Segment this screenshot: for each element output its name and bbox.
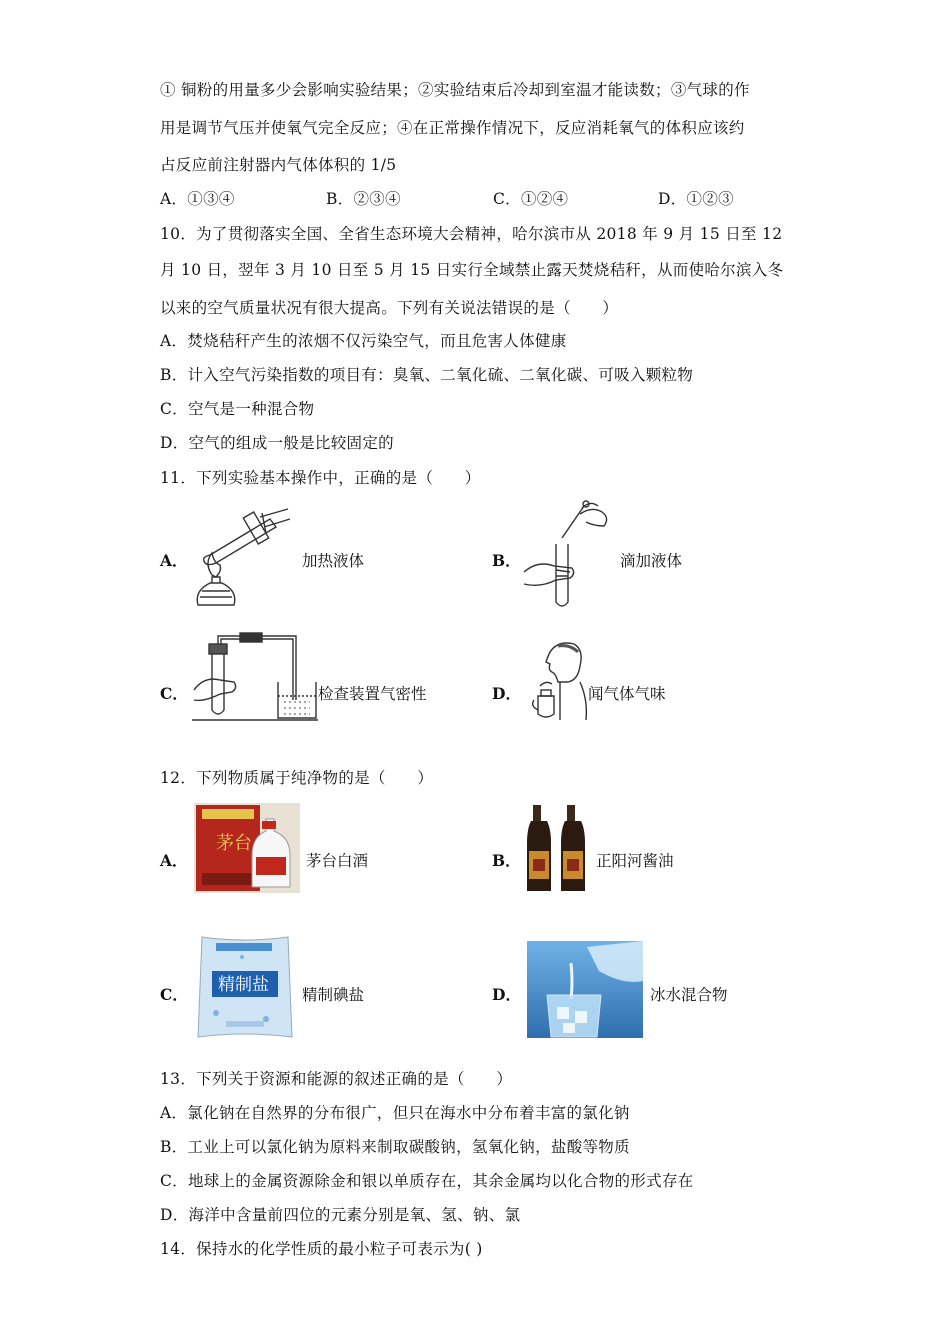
q9-option-b: B．②③④	[326, 190, 401, 208]
smelling-gas-icon	[530, 640, 590, 724]
q10-option-d: D．空气的组成一般是比较固定的	[160, 434, 394, 452]
q14-stem: 14．保持水的化学性质的最小粒子可表示为( )	[160, 1240, 483, 1258]
q11-option-a-letter: A．	[160, 551, 188, 570]
q11-option-d-caption: 闻气体气味	[588, 685, 666, 703]
q9-stem-line-2: 用是调节气压并使氧气完全反应；④在正常操作情况下，反应消耗氧气的体积应该约	[160, 119, 745, 137]
soy-sauce-bottles-image	[525, 803, 591, 893]
q11-option-b-letter: B．	[492, 551, 521, 570]
q12-stem: 12．下列物质属于纯净物的是（ ）	[160, 769, 434, 787]
q12-option-a-letter: A．	[160, 851, 188, 870]
iodized-salt-bag-image	[196, 933, 294, 1043]
airtightness-apparatus-icon	[190, 630, 320, 725]
dropper-icon	[520, 500, 620, 610]
q11-option-b-caption: 滴加液体	[620, 552, 683, 570]
q11-option-d-letter: D．	[492, 684, 521, 703]
q11-option-a-caption: 加热液体	[302, 552, 365, 570]
q10-option-b: B．计入空气污染指数的项目有：臭氧、二氧化硫、二氧化碳、可吸入颗粒物	[160, 366, 694, 384]
maotai-text: 茅台	[216, 833, 252, 854]
q12-option-c-caption: 精制碘盐	[302, 986, 365, 1004]
q12-option-c-letter: C．	[160, 985, 188, 1004]
q10-option-a: A．焚烧秸秆产生的浓烟不仅污染空气，而且危害人体健康	[160, 332, 567, 350]
q12-option-d-caption: 冰水混合物	[650, 986, 728, 1004]
q9-option-c: C．①②④	[493, 190, 569, 208]
q9-stem-line-1: ① 铜粉的用量多少会影响实验结果；②实验结束后冷却到室温才能读数；③气球的作	[160, 81, 750, 99]
q11-option-c-caption: 检查装置气密性	[318, 685, 427, 703]
q9-option-a: A．①③④	[160, 190, 235, 208]
q10-stem-line-3: 以来的空气质量状况有很大提高。下列有关说法错误的是（ ）	[160, 299, 619, 317]
q13-option-d: D．海洋中含量前四位的元素分别是氧、氢、钠、氯	[160, 1206, 521, 1224]
salt-bag-text: 精制盐	[218, 975, 269, 995]
q12-option-b-caption: 正阳河酱油	[596, 852, 674, 870]
q12-option-a-caption: 茅台白酒	[306, 852, 369, 870]
q9-option-d: D．①②③	[658, 190, 734, 208]
q10-option-c: C．空气是一种混合物	[160, 400, 315, 418]
q13-option-c: C．地球上的金属资源除金和银以单质存在，其余金属均以化合物的形式存在	[160, 1172, 694, 1190]
q11-stem: 11．下列实验基本操作中，正确的是（ ）	[160, 469, 481, 487]
ice-water-glass-image	[527, 941, 643, 1038]
q13-stem: 13．下列关于资源和能源的叙述正确的是（ ）	[160, 1070, 513, 1088]
q12-option-b-letter: B．	[492, 851, 521, 870]
q12-option-d-letter: D．	[492, 985, 521, 1004]
q10-stem-line-1: 10．为了贯彻落实全国、全省生态环境大会精神，哈尔滨市从 2018 年 9 月 15 日至 12	[160, 225, 783, 243]
heating-liquid-icon	[190, 505, 300, 610]
q13-option-b: B．工业上可以氯化钠为原料来制取碳酸钠，氢氧化钠，盐酸等物质	[160, 1138, 630, 1156]
q9-stem-line-3: 占反应前注射器内气体体积的 1/5	[160, 156, 397, 174]
q13-option-a: A．氯化钠在自然界的分布很广，但只在海水中分布着丰富的氯化钠	[160, 1104, 630, 1122]
maotai-liquor-image	[194, 803, 300, 893]
q10-stem-line-2: 月 10 日，翌年 3 月 10 日至 5 月 15 日实行全域禁止露天焚烧秸秆，从而使哈尔滨入冬	[160, 261, 784, 279]
q11-option-c-letter: C．	[160, 684, 188, 703]
